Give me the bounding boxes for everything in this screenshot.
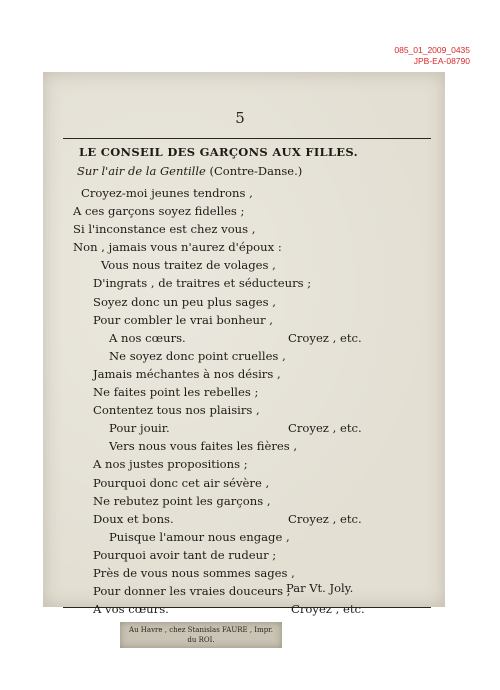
- imprint-line: Au Havre , chez Stanislas FAURE , Impr.: [129, 626, 273, 634]
- verse-line: A nos justes propositions ;: [93, 457, 248, 472]
- verse-line: Si l'inconstance est chez vous ,: [73, 222, 256, 237]
- verse-line: Vous nous traitez de volages ,: [101, 258, 276, 273]
- verse-line: Puisque l'amour nous engage ,: [109, 529, 290, 544]
- verse-line: Pour combler le vrai bonheur ,: [93, 312, 273, 327]
- verse-line: Ne rebutez point les garçons ,: [93, 493, 271, 508]
- verse-line: Jamais méchantes à nos désirs ,: [93, 366, 281, 381]
- refrain-cue: Croyez , etc.: [288, 330, 362, 345]
- verse-line-with-refrain: [43, 510, 445, 528]
- refrain-cue: Croyez , etc.: [288, 421, 362, 436]
- verse-line-with-refrain: [43, 419, 445, 437]
- archive-reference: [394, 45, 470, 67]
- verse-line: Pour donner les vraies douceurs ,: [93, 584, 291, 599]
- song-subtitle: [77, 164, 302, 178]
- song-title: LE CONSEIL DES GARÇONS AUX FILLES.: [79, 145, 358, 159]
- verse-line: Croyez-moi jeunes tendrons ,: [81, 186, 253, 200]
- printed-page: [43, 72, 445, 617]
- printer-imprint: [120, 622, 282, 648]
- verse-line: Doux et bons.: [93, 511, 174, 526]
- verse-line: Ne faites point les rebelles ;: [93, 385, 259, 400]
- refrain-cue: Croyez , etc.: [288, 511, 362, 526]
- refrain-cue: Croyez , etc.: [291, 602, 365, 617]
- bottom-rule: [63, 607, 431, 608]
- verse-line: A nos cœurs.: [109, 330, 186, 345]
- author-signature: Par Vt. Joly.: [286, 581, 354, 595]
- verse-block: [43, 184, 445, 618]
- verse-line: Contentez tous nos plaisirs ,: [93, 403, 260, 418]
- subtitle-air: Sur l'air de la Gentille: [77, 164, 206, 178]
- verse-line: Ne soyez donc point cruelles ,: [109, 348, 286, 363]
- verse-line: A vos cœurs.: [93, 602, 169, 617]
- page-number: 5: [235, 109, 245, 127]
- reference-code: 085_01_2009_0435: [394, 45, 470, 55]
- reference-id: JPB-EA-08790: [413, 56, 470, 66]
- verse-line-with-refrain: [43, 329, 445, 347]
- verse-line: A ces garçons soyez fidelles ;: [73, 204, 245, 219]
- subtitle-dance: (Contre-Danse.): [205, 164, 303, 178]
- verse-line: Pourquoi donc cet air sévère ,: [93, 475, 270, 490]
- verse-line: Pour jouir.: [109, 421, 170, 436]
- top-rule: [63, 138, 431, 139]
- verse-line: Non , jamais vous n'aurez d'époux :: [73, 240, 282, 255]
- imprint-line: du ROI.: [187, 636, 215, 644]
- verse-line: D'ingrats , de traitres et séducteurs ;: [93, 276, 312, 291]
- verse-line: Pourquoi avoir tant de rudeur ;: [93, 547, 277, 562]
- verse-line: Vers nous vous faites les fières ,: [109, 439, 298, 454]
- verse-line: Près de vous nous sommes sages ,: [93, 565, 295, 580]
- verse-line-with-refrain: [43, 600, 445, 618]
- verse-line: Soyez donc un peu plus sages ,: [93, 294, 276, 309]
